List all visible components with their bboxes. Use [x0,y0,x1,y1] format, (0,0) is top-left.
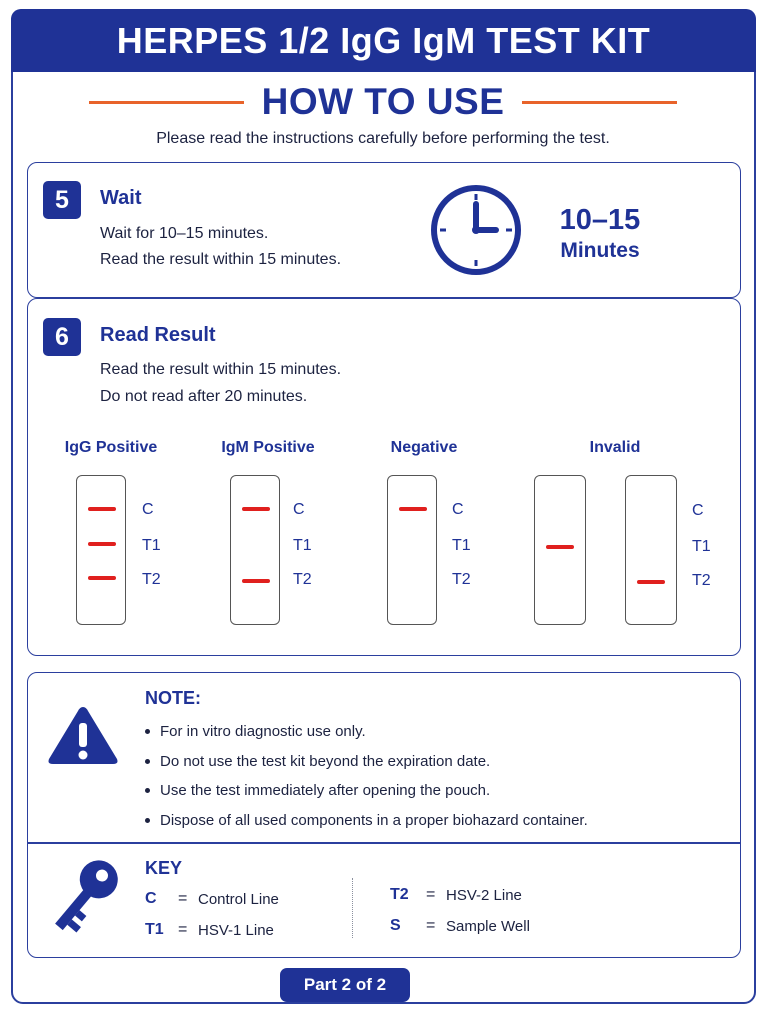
step-5-line-2: Read the result within 15 minutes. [100,251,342,268]
step-5-badge: 5 [43,181,81,219]
warning-icon [45,703,121,767]
page-title: HERPES 1/2 IgG IgM TEST KIT [116,19,651,61]
step-6-badge: 6 [43,318,81,356]
step-6-line-1: Read the result within 15 minutes. [100,361,342,378]
band-c [399,507,427,511]
test-strip-invalid-2 [625,475,677,625]
key-term-t2: T2 [390,886,409,903]
key-def-t2: HSV-2 Line [446,887,522,904]
key-def-t1: HSV-1 Line [198,922,274,939]
label-t2: T2 [692,572,711,589]
band-t2 [637,580,665,584]
key-equals: = [178,890,188,907]
note-list [145,717,588,835]
note-item: Do not use the test kit beyond the expiration date. [145,747,588,777]
key-equals: = [426,886,436,903]
note-item: Dispose of all used components in a proper biohazard container. [145,806,588,836]
step-5-line-1: Wait for 10–15 minutes. [100,225,269,242]
note-title: NOTE: [145,688,201,708]
key-equals: = [178,921,188,938]
heading-rule-left [89,101,244,104]
how-to-use-title: HOW TO USE [261,81,505,122]
label-c: C [452,501,464,518]
key-title: KEY [145,858,183,878]
label-c: C [142,501,154,518]
label-t1: T1 [293,537,312,554]
step-6-line-2: Do not read after 20 minutes. [100,388,308,405]
label-t2: T2 [142,571,161,588]
clock-icon [428,182,524,278]
header-bar [11,9,756,72]
band-t1 [546,545,574,549]
band-t2 [242,579,270,583]
label-c: C [692,502,704,519]
note-item: For in vitro diagnostic use only. [145,717,588,747]
note-item: Use the test immediately after opening the pouch. [145,776,588,806]
category-invalid: Invalid [589,439,641,456]
label-t1: T1 [142,537,161,554]
category-igg-positive: IgG Positive [64,439,158,456]
label-t1: T1 [452,537,471,554]
label-c: C [293,501,305,518]
test-strip-negative [387,475,437,625]
key-icon [46,852,122,942]
key-def-s: Sample Well [446,918,530,935]
key-equals: = [426,917,436,934]
panel-divider [28,842,740,844]
wait-time-value: 10–15 [559,204,641,236]
key-term-s: S [390,917,401,934]
wait-time-unit: Minutes [560,239,640,262]
step-5-title: Wait [100,187,142,209]
band-t2 [88,576,116,580]
test-strip-igm-positive [230,475,280,625]
section-heading [0,80,766,124]
category-igm-positive: IgM Positive [221,439,315,456]
label-t2: T2 [452,571,471,588]
test-strip-igg-positive [76,475,126,625]
band-c [242,507,270,511]
band-t1 [88,542,116,546]
key-column-divider [352,878,353,938]
test-strip-invalid-1 [534,475,586,625]
key-term-c: C [145,890,157,907]
category-negative: Negative [390,439,458,456]
label-t1: T1 [692,538,711,555]
part-indicator: Part 2 of 2 [280,968,410,1002]
step-6-title: Read Result [100,324,216,346]
intro-text: Please read the instructions carefully before performing the test. [156,130,610,147]
label-t2: T2 [293,571,312,588]
band-c [88,507,116,511]
key-term-t1: T1 [145,921,164,938]
heading-rule-right [522,101,677,104]
key-def-c: Control Line [198,891,279,908]
